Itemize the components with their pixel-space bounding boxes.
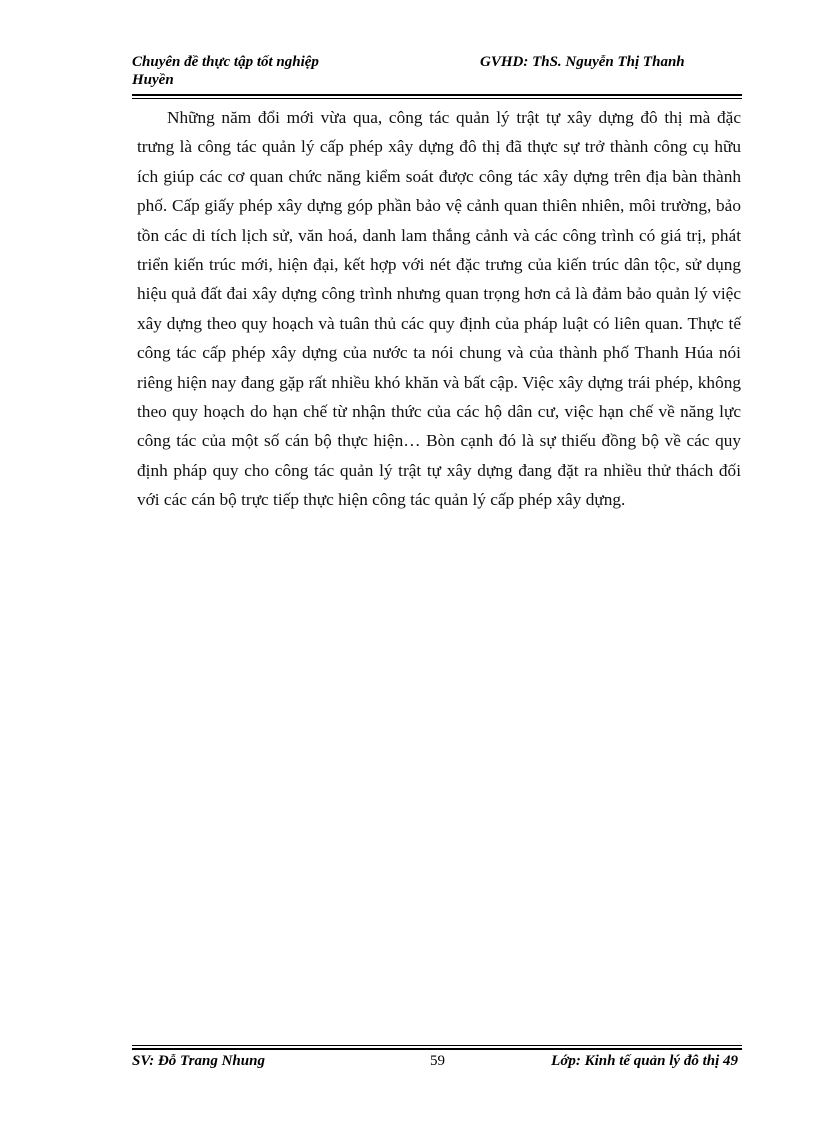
header-supervisor-name-continued: Huyền — [132, 72, 174, 88]
header-left — [132, 53, 382, 89]
header-divider-thick — [132, 94, 742, 96]
footer-divider-thin — [132, 1045, 742, 1046]
body-paragraph: Những năm đổi mới vừa qua, công tác quản lý trật tự xây dựng đô thị mà đặc trưng là công tác quản lý cấp phép xây dựng đô thị đã thực sự trở thành công cụ hữu ích giúp các cơ quan chức năng kiểm soát được công tác xây dựng trên địa bàn thành phố. Cấp giấy phép xây dựng góp phần bảo vệ cảnh quan thiên nhiên, môi trường, bảo tồn các di tích lịch sử, văn hoá, danh lam thắng cảnh và các công trình có giá trị, phát triển kiến trúc mới, hiện đại, kết hợp với nét đặc trưng của kiến trúc dân tộc, sử dụng hiệu quả đất đai xây dựng công trình nhưng quan trọng hơn cả là đảm bảo quản lý việc xây dựng theo quy hoạch và tuân thủ các quy định của pháp luật có liên quan. Thực tế công tác cấp phép xây dựng của nước ta nói chung và của thành phố Thanh Húa nói riêng hiện nay đang gặp rất nhiều khó khăn và bất cập. Việc xây dựng trái phép, không theo quy hoạch do hạn chế từ nhận thức của các hộ dân cư, việc hạn chế về năng lực công tác của một số cán bộ thực hiện… Bòn cạnh đó là sự thiếu đồng bộ về các quy định pháp quy cho công tác quản lý trật tự xây dựng đang đặt ra nhiều thử thách đối với các cán bộ trực tiếp thực hiện công tác quản lý cấp phép xây dựng. — [137, 108, 741, 510]
page-number: 59 — [430, 1053, 445, 1069]
footer-divider-thick — [132, 1048, 742, 1050]
page-header — [132, 53, 742, 93]
footer-class: Lớp: Kinh tế quản lý đô thị 49 — [551, 1053, 738, 1069]
page-footer — [132, 1053, 742, 1075]
header-divider-thin — [132, 98, 742, 99]
header-topic-title: Chuyên đề thực tập tốt nghiệp — [132, 54, 319, 70]
header-supervisor: GVHD: ThS. Nguyễn Thị Thanh — [480, 54, 685, 70]
footer-student: SV: Đỗ Trang Nhung — [132, 1053, 265, 1069]
